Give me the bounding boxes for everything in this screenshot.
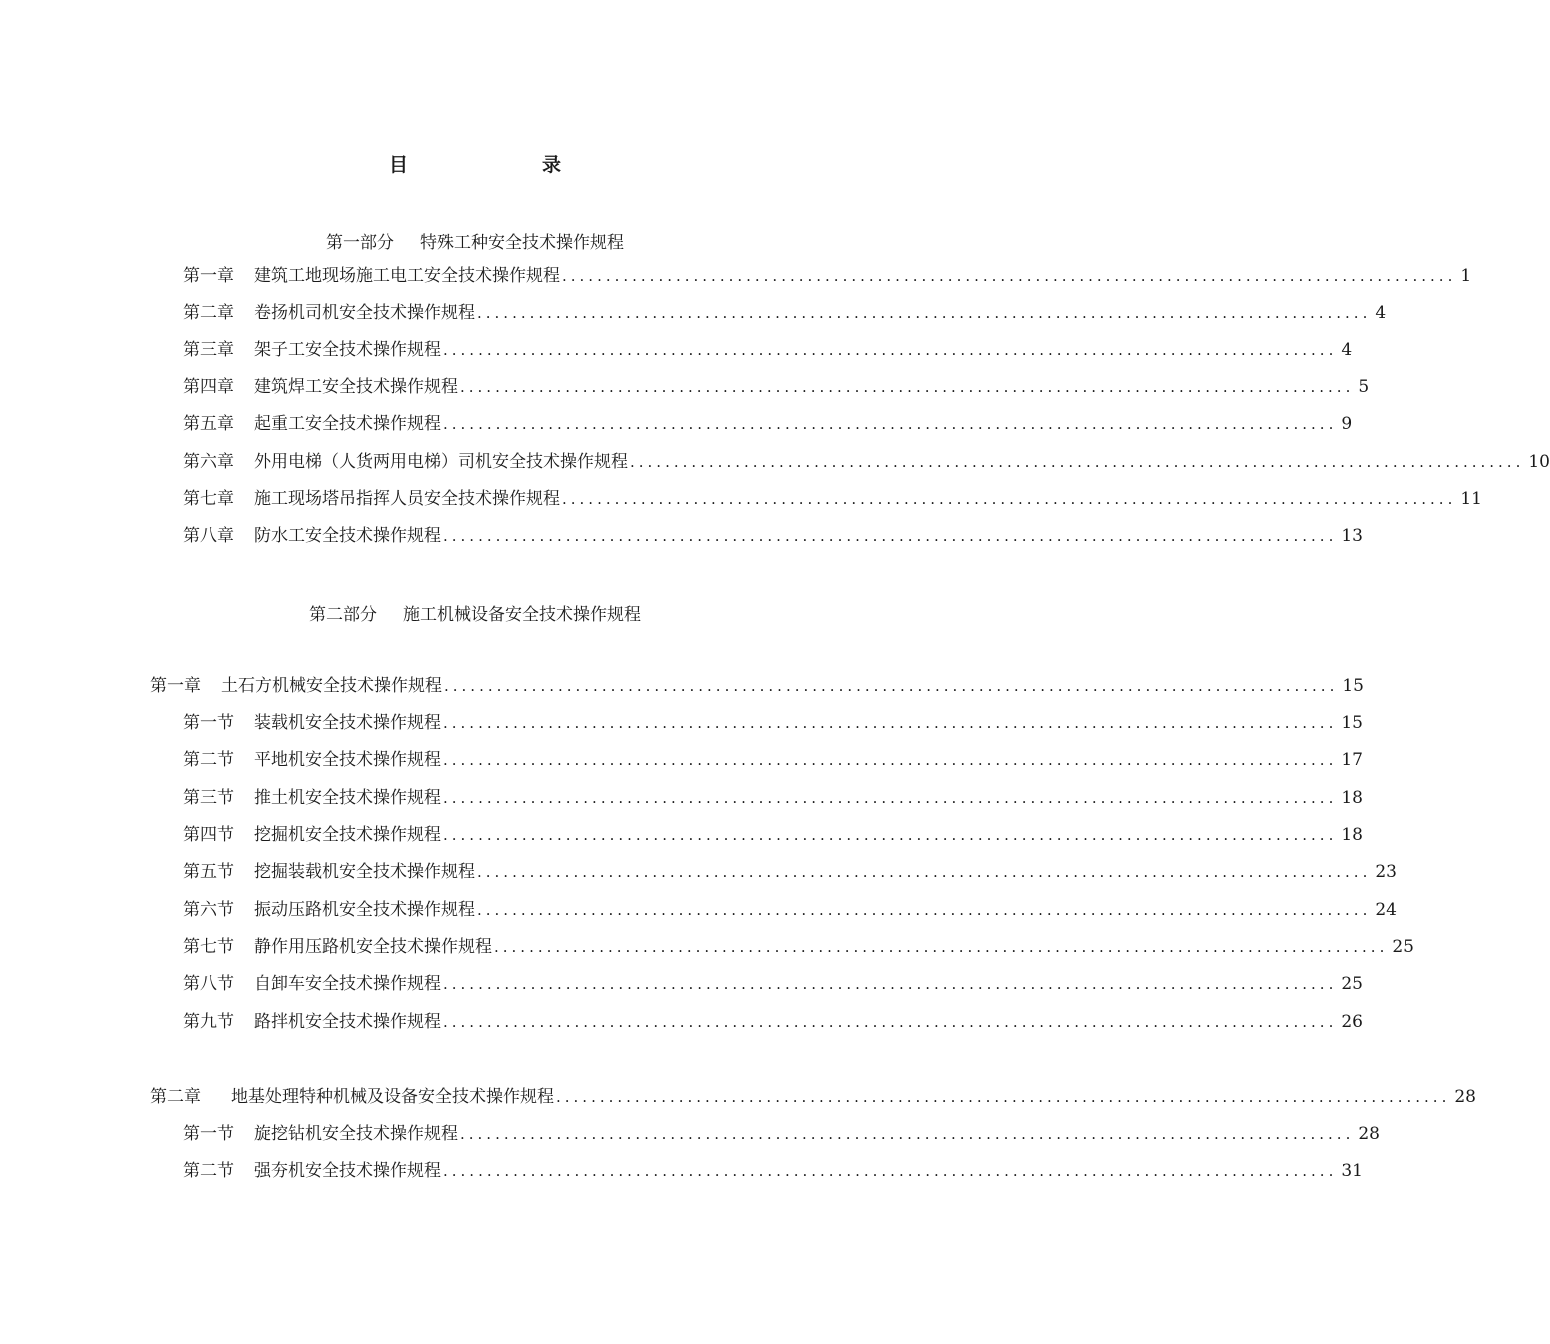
toc-leader: ......................................................................................................	[443, 1013, 1338, 1031]
toc-page-number: 28	[1454, 1087, 1476, 1107]
toc-leader: ......................................................................................................	[443, 341, 1338, 359]
toc-number: 第四章	[183, 377, 234, 397]
toc-page-number: 15	[1341, 713, 1363, 733]
toc-number: 第五节	[183, 862, 234, 882]
toc-page-number: 15	[1342, 676, 1364, 696]
toc-page-number: 4	[1341, 340, 1353, 360]
toc-number: 第二章	[183, 303, 234, 323]
toc-number: 第九节	[183, 1012, 234, 1032]
toc-page-number: 25	[1341, 974, 1363, 994]
toc-title: 施工现场塔吊指挥人员安全技术操作规程	[254, 489, 560, 509]
page-title: 目 录	[388, 154, 593, 176]
toc-title: 路拌机安全技术操作规程	[254, 1012, 441, 1032]
toc-number: 第七节	[183, 937, 234, 957]
toc-page-number: 13	[1341, 526, 1363, 546]
toc-title: 挖掘机安全技术操作规程	[254, 825, 441, 845]
toc-number: 第二节	[183, 750, 234, 770]
toc-title: 架子工安全技术操作规程	[254, 340, 441, 360]
part-label: 第二部分	[309, 605, 377, 625]
toc-page-number: 23	[1375, 862, 1397, 882]
toc-page-number: 4	[1375, 303, 1387, 323]
part-heading	[0, 228, 950, 253]
toc-section-entry[interactable]	[183, 785, 1363, 811]
toc-title: 防水工安全技术操作规程	[254, 526, 441, 546]
toc-title: 推土机安全技术操作规程	[254, 788, 441, 808]
toc-page-number: 11	[1460, 489, 1482, 509]
toc-leader: ......................................................................................................	[443, 527, 1338, 545]
toc-entry[interactable]	[183, 449, 1550, 475]
toc-chapter-entry[interactable]	[150, 1084, 1476, 1110]
toc-leader: ......................................................................................................	[562, 267, 1457, 285]
toc-number: 第三节	[183, 788, 234, 808]
toc-page-number: 24	[1375, 900, 1397, 920]
toc-section-entry[interactable]	[183, 822, 1363, 848]
toc-leader: ......................................................................................................	[630, 453, 1525, 471]
toc-entry[interactable]	[183, 486, 1482, 512]
toc-entry[interactable]	[183, 263, 1472, 289]
toc-leader: ......................................................................................................	[477, 901, 1372, 919]
toc-section-entry[interactable]	[183, 971, 1363, 997]
toc-title: 卷扬机司机安全技术操作规程	[254, 303, 475, 323]
toc-title: 平地机安全技术操作规程	[254, 750, 441, 770]
toc-chapter-entry[interactable]	[150, 673, 1364, 699]
toc-section-entry[interactable]	[183, 1009, 1363, 1035]
toc-number: 第六节	[183, 900, 234, 920]
toc-leader: ......................................................................................................	[443, 415, 1338, 433]
toc-page-number: 18	[1341, 788, 1363, 808]
part-label: 第一部分	[326, 233, 394, 253]
toc-page-number: 26	[1341, 1012, 1363, 1032]
toc-section-entry[interactable]	[183, 747, 1363, 773]
toc-leader: ......................................................................................................	[443, 714, 1338, 732]
toc-number: 第一节	[183, 713, 234, 733]
toc-title: 起重工安全技术操作规程	[254, 414, 441, 434]
toc-section-entry[interactable]	[183, 934, 1414, 960]
toc-title: 装载机安全技术操作规程	[254, 713, 441, 733]
toc-number: 第二节	[183, 1161, 234, 1181]
toc-number: 第一章	[183, 266, 234, 286]
toc-page-number: 18	[1341, 825, 1363, 845]
part-name: 施工机械设备安全技术操作规程	[403, 605, 641, 625]
toc-number: 第八节	[183, 974, 234, 994]
toc-page-number: 9	[1341, 414, 1353, 434]
toc-leader: ......................................................................................................	[494, 938, 1389, 956]
toc-page-number: 31	[1341, 1161, 1363, 1181]
toc-number: 第二章	[150, 1087, 201, 1107]
toc-title: 振动压路机安全技术操作规程	[254, 900, 475, 920]
part-heading	[0, 600, 950, 625]
toc-number: 第七章	[183, 489, 234, 509]
toc-title: 建筑焊工安全技术操作规程	[254, 377, 458, 397]
toc-entry[interactable]	[183, 523, 1363, 549]
toc-section-entry[interactable]	[183, 710, 1363, 736]
toc-page-number: 25	[1392, 937, 1414, 957]
toc-leader: ......................................................................................................	[444, 677, 1339, 695]
toc-section-entry[interactable]	[183, 897, 1397, 923]
toc-title: 静作用压路机安全技术操作规程	[254, 937, 492, 957]
toc-entry[interactable]	[183, 411, 1353, 437]
toc-leader: ......................................................................................................	[556, 1088, 1451, 1106]
toc-title: 地基处理特种机械及设备安全技术操作规程	[231, 1087, 554, 1107]
toc-section-entry[interactable]	[183, 859, 1397, 885]
toc-title: 挖掘装载机安全技术操作规程	[254, 862, 475, 882]
toc-page-number: 10	[1528, 452, 1550, 472]
toc-title: 自卸车安全技术操作规程	[254, 974, 441, 994]
toc-title: 旋挖钻机安全技术操作规程	[254, 1124, 458, 1144]
toc-leader: ......................................................................................................	[443, 975, 1338, 993]
toc-page-number: 28	[1358, 1124, 1380, 1144]
toc-leader: ......................................................................................................	[477, 863, 1372, 881]
toc-page-number: 1	[1460, 266, 1472, 286]
toc-number: 第八章	[183, 526, 234, 546]
toc-number: 第一节	[183, 1124, 234, 1144]
toc-leader: ......................................................................................................	[562, 490, 1457, 508]
toc-section-entry[interactable]	[183, 1158, 1363, 1184]
toc-title: 强夯机安全技术操作规程	[254, 1161, 441, 1181]
toc-title: 建筑工地现场施工电工安全技术操作规程	[254, 266, 560, 286]
toc-entry[interactable]	[183, 337, 1353, 363]
toc-page-number: 17	[1341, 750, 1363, 770]
toc-number: 第一章	[150, 676, 201, 696]
part-name: 特殊工种安全技术操作规程	[420, 233, 624, 253]
toc-leader: ......................................................................................................	[443, 1162, 1338, 1180]
toc-number: 第五章	[183, 414, 234, 434]
toc-entry[interactable]	[183, 374, 1370, 400]
toc-leader: ......................................................................................................	[443, 751, 1338, 769]
toc-number: 第四节	[183, 825, 234, 845]
toc-number: 第六章	[183, 452, 234, 472]
toc-entry[interactable]	[183, 300, 1387, 326]
toc-title: 外用电梯（人货两用电梯）司机安全技术操作规程	[254, 452, 628, 472]
toc-leader: ......................................................................................................	[443, 826, 1338, 844]
toc-number: 第三章	[183, 340, 234, 360]
toc-section-entry[interactable]	[183, 1121, 1380, 1147]
toc-leader: ......................................................................................................	[460, 1125, 1355, 1143]
toc-leader: ......................................................................................................	[443, 789, 1338, 807]
toc-leader: ......................................................................................................	[477, 304, 1372, 322]
toc-leader: ......................................................................................................	[460, 378, 1355, 396]
toc-title: 土石方机械安全技术操作规程	[221, 676, 442, 696]
toc-page-number: 5	[1358, 377, 1370, 397]
